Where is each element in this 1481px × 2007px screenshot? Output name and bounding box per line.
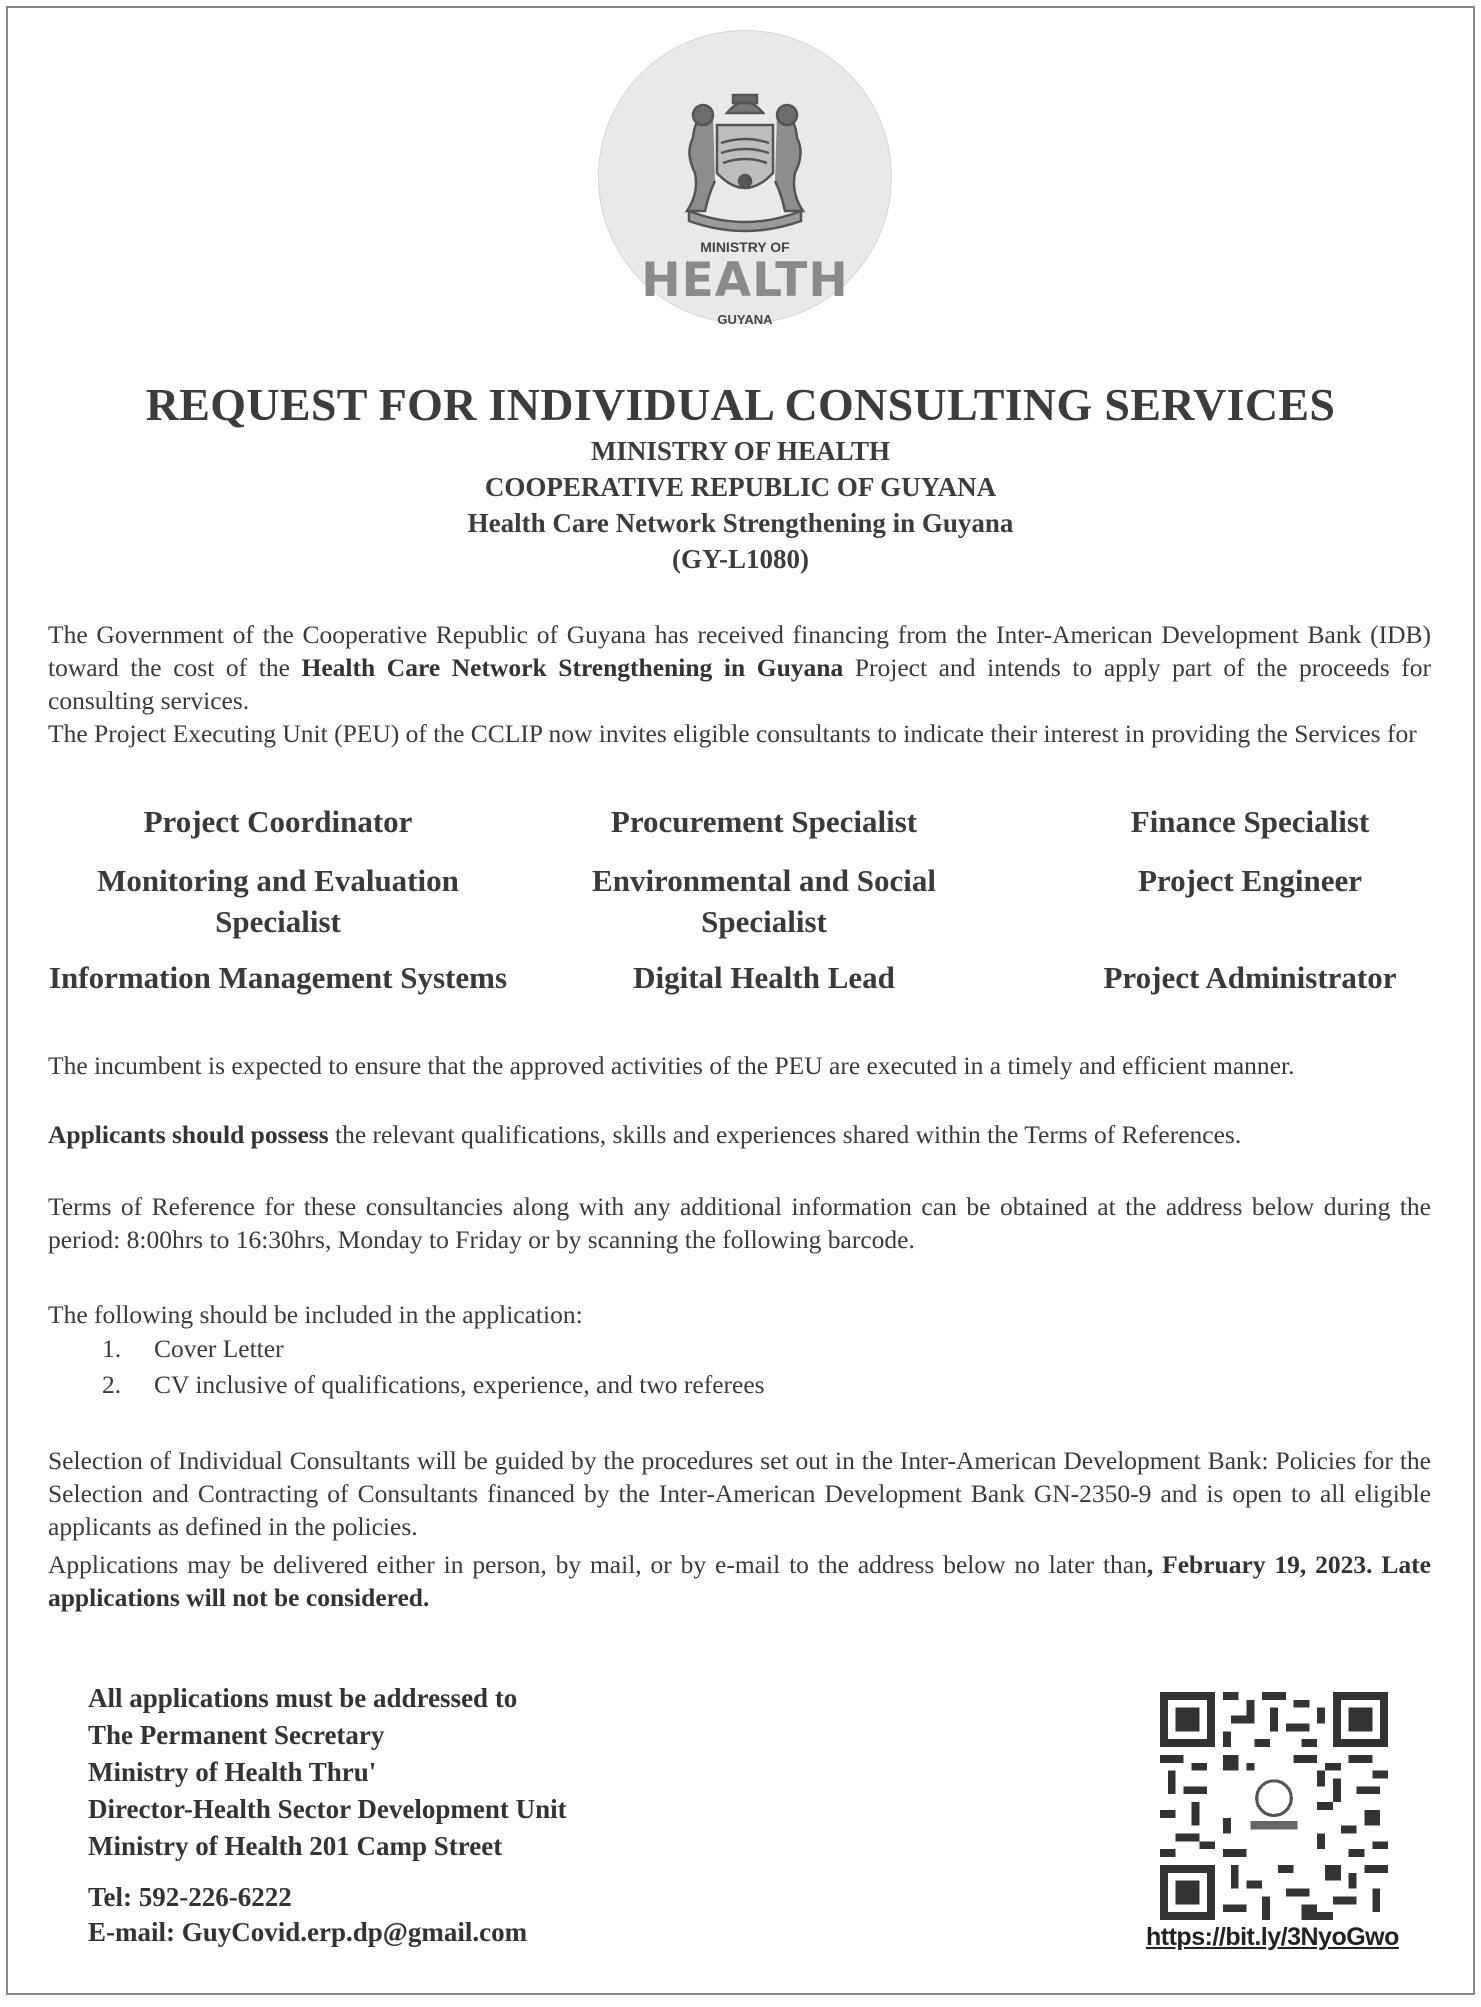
qr-code-icon[interactable] [1160, 1692, 1388, 1920]
service-item: Finance Specialist [1130, 804, 1370, 839]
tor-paragraph: Terms of Reference for these consultancies along with any additional information can be obtained at the address below during the period: 8:00hrs to 16:30hrs, Monday to Friday or by scanning the following barcode. [48, 1192, 1431, 1254]
deadline-text: February 19, 2023. Late applications will not be considered. [48, 1550, 1431, 1612]
service-item: Procurement Specialist [610, 804, 918, 839]
selection-paragraph: Selection of Individual Consultants will be guided by the procedures set out in the Inter-American Development Bank: Policies for the Selection and Contracting of Consultants financed by the Inter-American Development Bank GN-2350-9 and is open to all eligible applicants as defined in the policies. [48, 1446, 1431, 1541]
ministry-name: MINISTRY OF HEALTH [590, 436, 891, 466]
page-title: REQUEST FOR INDIVIDUAL CONSULTING SERVICES [145, 379, 1336, 430]
delivery-paragraph: Applications may be delivered either in person, by mail, or by e-mail to the address below no later than, February 19, 2023. Late applications will not be considered. [48, 1550, 1431, 1612]
email-address[interactable]: E-mail: GuyCovid.erp.dp@gmail.com [88, 1917, 528, 1947]
ministry-logo [598, 30, 892, 327]
project-name: Health Care Network Strengthening in Guyana [467, 508, 1014, 538]
include-intro: The following should be included in the application: [48, 1300, 583, 1329]
list-item: 2. CV inclusive of qualifications, experience, and two referees [102, 1370, 765, 1399]
logo-country: GUYANA [717, 312, 773, 327]
advertisement-page [6, 6, 1475, 1995]
project-code: (GY-L1080) [671, 544, 809, 574]
service-item: Monitoring and Evaluation Specialist [97, 863, 459, 939]
list-item: 1. Cover Letter [102, 1334, 284, 1363]
address-line: Director-Health Sector Development Unit [88, 1794, 567, 1824]
address-block [88, 1680, 567, 1865]
coat-of-arms-icon [665, 83, 825, 233]
address-line: All applications must be addressed to [88, 1683, 518, 1713]
include-list [102, 1331, 765, 1403]
short-link[interactable]: https://bit.ly/3NyoGwo [1146, 1923, 1399, 1951]
service-item: Information Management Systems [48, 960, 508, 995]
service-item: Project Administrator [1103, 960, 1397, 995]
address-line: The Permanent Secretary [88, 1720, 385, 1750]
service-item: Project Coordinator [143, 804, 413, 839]
logo-health-word: HEALTH [641, 253, 849, 308]
address-line: Ministry of Health 201 Camp Street [88, 1831, 503, 1861]
incumbent-paragraph: The incumbent is expected to ensure that the approved activities of the PEU are executed in a timely and efficient manner. [48, 1051, 1295, 1080]
telephone: Tel: 592-226-6222 [88, 1882, 292, 1912]
service-item: Project Engineer [1137, 863, 1363, 898]
service-item: Environmental and Social Specialist [592, 863, 936, 939]
service-item: Digital Health Lead [633, 960, 895, 995]
applicants-paragraph: Applicants should possess the relevant qualifications, skills and experiences shared within the Terms of References. [48, 1120, 1242, 1149]
logo-ministry-of: MINISTRY OF [700, 239, 790, 255]
address-line: Ministry of Health Thru' [88, 1757, 377, 1787]
invitation-paragraph: The Project Executing Unit (PEU) of the CCLIP now invites eligible consultants to indicate their interest in providing the Services for [48, 719, 1417, 748]
country-name: COOPERATIVE REPUBLIC OF GUYANA [484, 472, 997, 502]
project-name-bold: Health Care Network Strengthening in Guyana [301, 653, 844, 682]
intro-paragraph: The Government of the Cooperative Republic of Guyana has received financing from the Inter-American Development Bank (IDB) toward the cost of the Health Care Network Strengthening in Guyana Project and intends to apply part of the proceeds for consulting services. [48, 620, 1431, 715]
